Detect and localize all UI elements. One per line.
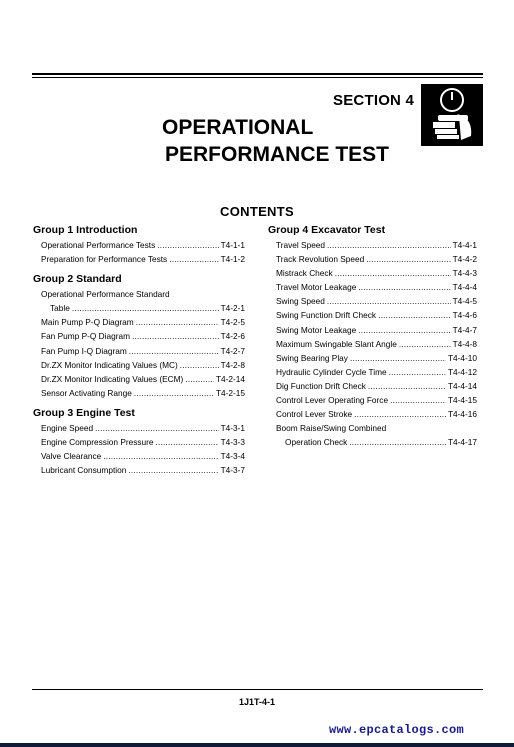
toc-entry-title: Boom Raise/Swing Combined [276, 423, 387, 434]
dot-leader [399, 337, 451, 351]
page-title [162, 114, 389, 168]
toc-entry[interactable] [268, 365, 477, 379]
dot-leader [156, 435, 219, 449]
dot-leader [349, 435, 446, 449]
toc-page-ref: T4-3-3 [220, 437, 245, 448]
toc-page-ref: T4-4-1 [452, 240, 477, 250]
toc-entry-title: Mistrack Check [276, 268, 333, 279]
page-number: 1J1T-4-1 [238, 697, 276, 707]
toc-page-ref: T4-4-4 [452, 282, 477, 293]
toc-entry-title: Table [50, 303, 70, 314]
dot-leader [95, 421, 218, 435]
contents-right-column [268, 224, 477, 456]
dot-leader [335, 266, 451, 280]
dot-leader [354, 407, 446, 421]
toc-group [33, 407, 245, 477]
toc-page-ref: T4-2-7 [220, 345, 245, 356]
toc-entry[interactable] [268, 337, 477, 351]
header-rule [32, 73, 483, 75]
dot-leader [366, 252, 450, 266]
toc-entry-title: Control Lever Stroke [276, 409, 353, 420]
toc-page-ref: T4-4-12 [447, 366, 477, 377]
dot-leader [358, 323, 450, 337]
dot-leader [103, 449, 218, 463]
toc-page-ref: T4-3-4 [220, 451, 245, 462]
toc-page-ref: T4-4-3 [452, 268, 477, 279]
toc-entry[interactable] [268, 308, 477, 322]
dot-leader [72, 301, 219, 315]
toc-page-ref: T4-4-5 [452, 296, 477, 307]
dot-leader [180, 358, 219, 372]
toc-page-ref: T4-4-10 [447, 352, 477, 363]
toc-entry[interactable] [33, 344, 245, 358]
toc-entry-title: Track Revolution Speed [276, 254, 365, 265]
toc-entry-title: Travel Motor Leakage [276, 282, 357, 293]
toc-group [33, 273, 245, 400]
toc-entry-title: Operational Performance Standard [41, 289, 170, 300]
toc-page-ref: T4-2-15 [215, 387, 245, 398]
toc-page-ref: T4-4-2 [452, 254, 477, 265]
dot-leader [368, 379, 446, 393]
toc-entry-title: Preparation for Performance Tests [41, 254, 168, 265]
dot-leader [132, 329, 219, 343]
toc-entry[interactable] [268, 266, 477, 280]
toc-page-ref: T4-1-2 [220, 254, 245, 265]
toc-entry[interactable] [268, 238, 477, 252]
toc-entry-title: Fan Pump I-Q Diagram [41, 345, 127, 356]
toc-group [33, 224, 245, 266]
toc-entry-title: Fan Pump P-Q Diagram [41, 331, 130, 342]
toc-entry-title: Engine Speed [41, 422, 94, 433]
toc-entry[interactable] [268, 407, 477, 421]
dot-leader [350, 351, 446, 365]
toc-entry-title: Sensor Activating Range [41, 387, 132, 398]
toc-page-ref: T4-4-17 [447, 437, 477, 448]
gauge-hand-icon [421, 84, 483, 146]
dot-leader [185, 372, 214, 386]
toc-entry[interactable] [33, 386, 245, 400]
dot-leader [327, 294, 451, 308]
toc-page-ref: T4-4-7 [452, 324, 477, 335]
toc-entry[interactable] [268, 351, 477, 365]
toc-entry-title: Swing Motor Leakage [276, 324, 357, 335]
toc-entry-title: Operational Performance Tests [41, 240, 156, 250]
contents-left-column [33, 224, 245, 484]
toc-entry-title: Dr.ZX Monitor Indicating Values (MC) [41, 359, 178, 370]
watermark: www.epcatalogs.com [328, 723, 464, 737]
toc-entry-title: Hydraulic Cylinder Cycle Time [276, 366, 387, 377]
toc-entry-title: Maximum Swingable Slant Angle [276, 338, 397, 349]
toc-entry[interactable] [33, 435, 245, 449]
toc-page-ref: T4-2-1 [220, 303, 245, 314]
toc-entry[interactable] [268, 435, 477, 449]
dot-leader [327, 238, 451, 252]
dot-leader [169, 252, 218, 266]
dot-leader [128, 463, 218, 477]
toc-entry[interactable] [33, 463, 245, 477]
toc-page-ref: T4-4-15 [447, 395, 477, 406]
toc-entry[interactable] [268, 323, 477, 337]
toc-group-title: Group 2 Standard [33, 273, 122, 286]
dot-leader [136, 315, 219, 329]
dot-leader [390, 393, 446, 407]
toc-entry-title: Swing Bearing Play [276, 352, 348, 363]
toc-entry[interactable] [33, 315, 245, 329]
toc-entry[interactable] [33, 421, 245, 435]
toc-entry[interactable] [268, 252, 477, 266]
toc-entry[interactable] [33, 449, 245, 463]
toc-entry[interactable] [268, 393, 477, 407]
toc-page-ref: T4-4-6 [452, 310, 477, 321]
toc-page-ref: T4-2-14 [215, 373, 245, 384]
toc-entry[interactable] [268, 379, 477, 393]
toc-entry-title: Operation Check [285, 437, 348, 448]
toc-entry-title: Main Pump P-Q Diagram [41, 317, 134, 328]
contents-heading: CONTENTS [220, 204, 294, 219]
title-line-1: OPERATIONAL [162, 116, 314, 139]
toc-group [268, 224, 477, 449]
toc-entry-title: Dr.ZX Monitor Indicating Values (ECM) [41, 373, 184, 384]
toc-page-ref: T4-3-1 [220, 422, 245, 433]
toc-entry-title: Control Lever Operating Force [276, 395, 389, 406]
toc-entry[interactable] [33, 329, 245, 343]
toc-page-ref: T4-1-1 [220, 240, 245, 250]
toc-entry[interactable] [33, 358, 245, 372]
toc-entry-title: Travel Speed [276, 240, 326, 250]
footer-rule [32, 689, 483, 690]
dot-leader [358, 280, 450, 294]
dot-leader [378, 308, 451, 322]
toc-entry-title: Swing Speed [276, 296, 325, 307]
toc-page-ref: T4-4-14 [447, 380, 477, 391]
toc-entry-title: Dig Function Drift Check [276, 380, 366, 391]
toc-page-ref: T4-2-6 [220, 331, 245, 342]
bottom-strip [0, 743, 514, 747]
title-line-2: PERFORMANCE TEST [165, 143, 390, 166]
dot-leader [389, 365, 446, 379]
dot-leader [129, 344, 219, 358]
toc-entry-title: Lubricant Consumption [41, 465, 127, 476]
toc-group-title: Group 3 Engine Test [33, 406, 135, 419]
toc-entry-title: Engine Compression Pressure [41, 437, 154, 448]
toc-page-ref: T4-2-5 [220, 317, 245, 328]
toc-group-title: Group 4 Excavator Test [268, 224, 386, 236]
toc-entry[interactable] [33, 238, 245, 252]
toc-page-ref: T4-3-7 [220, 465, 245, 476]
dot-leader [134, 386, 214, 400]
toc-entry[interactable] [33, 252, 245, 266]
toc-entry[interactable] [33, 372, 245, 386]
toc-entry[interactable] [33, 301, 245, 315]
section-label: SECTION 4 [333, 92, 414, 109]
toc-entry[interactable] [268, 280, 477, 294]
toc-group-title: Group 1 Introduction [33, 224, 138, 236]
toc-entry-title: Valve Clearance [41, 451, 102, 462]
toc-page-ref: T4-2-8 [220, 359, 245, 370]
header-rule-thin [32, 77, 483, 78]
toc-page-ref: T4-4-16 [447, 409, 477, 420]
toc-entry[interactable] [268, 294, 477, 308]
toc-entry-title: Swing Function Drift Check [276, 310, 377, 321]
dot-leader [157, 238, 218, 252]
toc-page-ref: T4-4-8 [452, 338, 477, 349]
